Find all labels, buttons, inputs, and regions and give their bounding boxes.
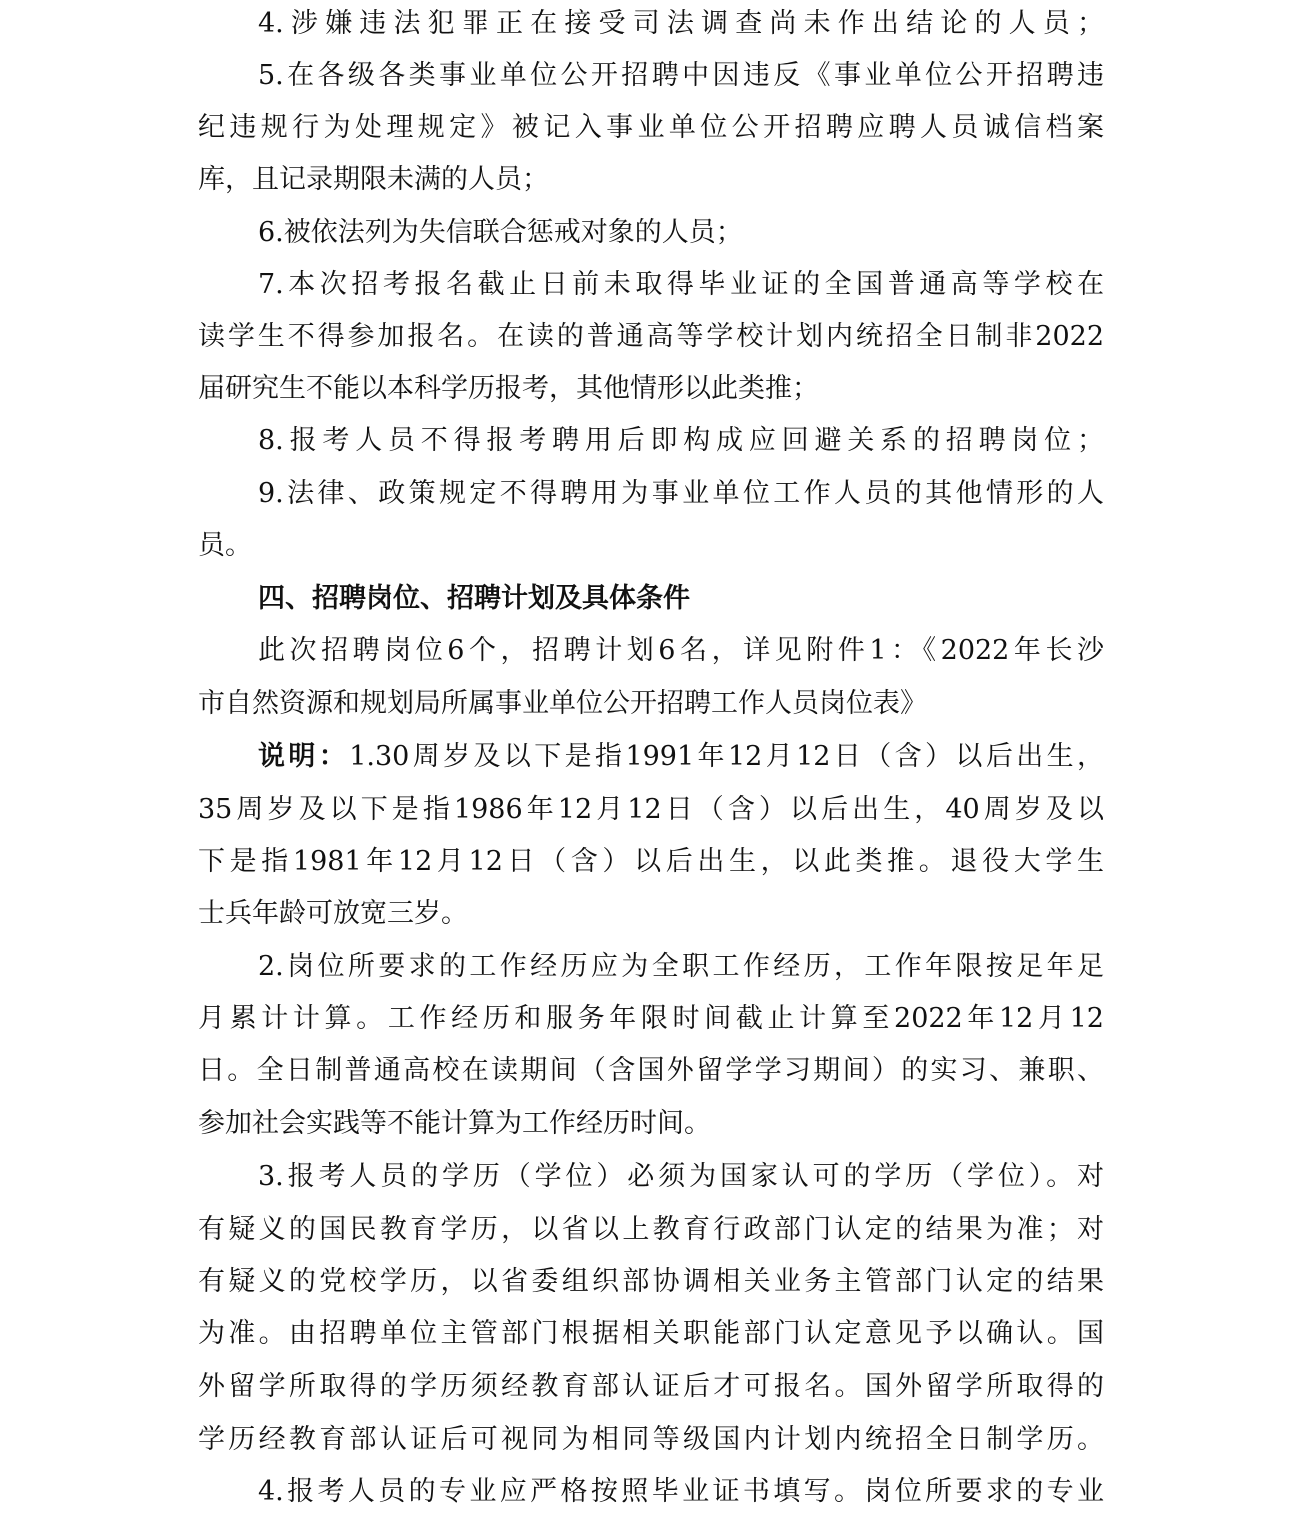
paragraph-line: 市自然资源和规划局所属事业单位公开招聘工作人员岗位表》 bbox=[198, 688, 927, 719]
paragraph-line: 士兵年龄可放宽三岁。 bbox=[198, 898, 468, 929]
paragraph-line: 日。全日制普通高校在读期间（含国外留学学习期间）的实习、兼职、 bbox=[198, 1055, 1104, 1086]
paragraph-line: 此次招聘岗位6个，招聘计划6名，详见附件1：《2022年长沙 bbox=[258, 635, 1104, 666]
paragraph-line: 参加社会实践等不能计算为工作经历时间。 bbox=[198, 1108, 711, 1139]
paragraph-line: 4.报考人员的专业应严格按照毕业证书填写。岗位所要求的专业 bbox=[258, 1476, 1104, 1507]
list-item-5: 5.在各级各类事业单位公开招聘中因违反《事业单位公开招聘违 bbox=[258, 60, 1104, 91]
list-item-8: 8.报考人员不得报考聘用后即构成应回避关系的招聘岗位； bbox=[258, 425, 1104, 456]
paragraph-line: 库，且记录期限未满的人员； bbox=[198, 164, 549, 195]
paragraph-line: 有疑义的党校学历，以省委组织部协调相关业务主管部门认定的结果 bbox=[198, 1266, 1104, 1297]
paragraph-line: 下是指1981年12月12日（含）以后出生，以此类推。退役大学生 bbox=[198, 846, 1104, 877]
list-item-9: 9.法律、政策规定不得聘用为事业单位工作人员的其他情形的人 bbox=[258, 478, 1104, 509]
paragraph-line: 有疑义的国民教育学历，以省以上教育行政部门认定的结果为准；对 bbox=[198, 1214, 1104, 1245]
note-line bbox=[258, 731, 1104, 783]
list-item-7: 7.本次招考报名截止日前未取得毕业证的全国普通高等学校在 bbox=[258, 269, 1104, 300]
list-item-6: 6.被依法列为失信联合惩戒对象的人员； bbox=[258, 217, 743, 248]
paragraph-line: 月累计计算。工作经历和服务年限时间截止计算至2022年12月12 bbox=[198, 1003, 1104, 1034]
paragraph-line: 35周岁及以下是指1986年12月12日（含）以后出生，40周岁及以 bbox=[198, 794, 1104, 825]
list-item-4: 4.涉嫌违法犯罪正在接受司法调查尚未作出结论的人员； bbox=[258, 8, 1104, 39]
paragraph-line: 员。 bbox=[198, 530, 252, 561]
paragraph-line: 2.岗位所要求的工作经历应为全职工作经历，工作年限按足年足 bbox=[258, 951, 1104, 982]
paragraph-line: 纪违规行为处理规定》被记入事业单位公开招聘应聘人员诚信档案 bbox=[198, 112, 1104, 143]
section-heading: 四、招聘岗位、招聘计划及具体条件 bbox=[258, 583, 690, 614]
note-text: 1.30周岁及以下是指1991年12月12日（含）以后出生， bbox=[349, 741, 1105, 772]
paragraph-line: 学历经教育部认证后可视同为相同等级国内计划内统招全日制学历。 bbox=[198, 1424, 1104, 1455]
document-page bbox=[198, 0, 1104, 1518]
paragraph-line: 为准。由招聘单位主管部门根据相关职能部门认定意见予以确认。国 bbox=[198, 1318, 1104, 1349]
paragraph-line: 读学生不得参加报名。在读的普通高等学校计划内统招全日制非2022 bbox=[198, 321, 1104, 352]
paragraph-line: 外留学所取得的学历须经教育部认证后才可报名。国外留学所取得的 bbox=[198, 1371, 1104, 1402]
paragraph-line: 届研究生不能以本科学历报考，其他情形以此类推； bbox=[198, 373, 819, 404]
note-label: 说明： bbox=[258, 741, 350, 772]
paragraph-line: 3.报考人员的学历（学位）必须为国家认可的学历（学位）。对 bbox=[258, 1161, 1104, 1192]
